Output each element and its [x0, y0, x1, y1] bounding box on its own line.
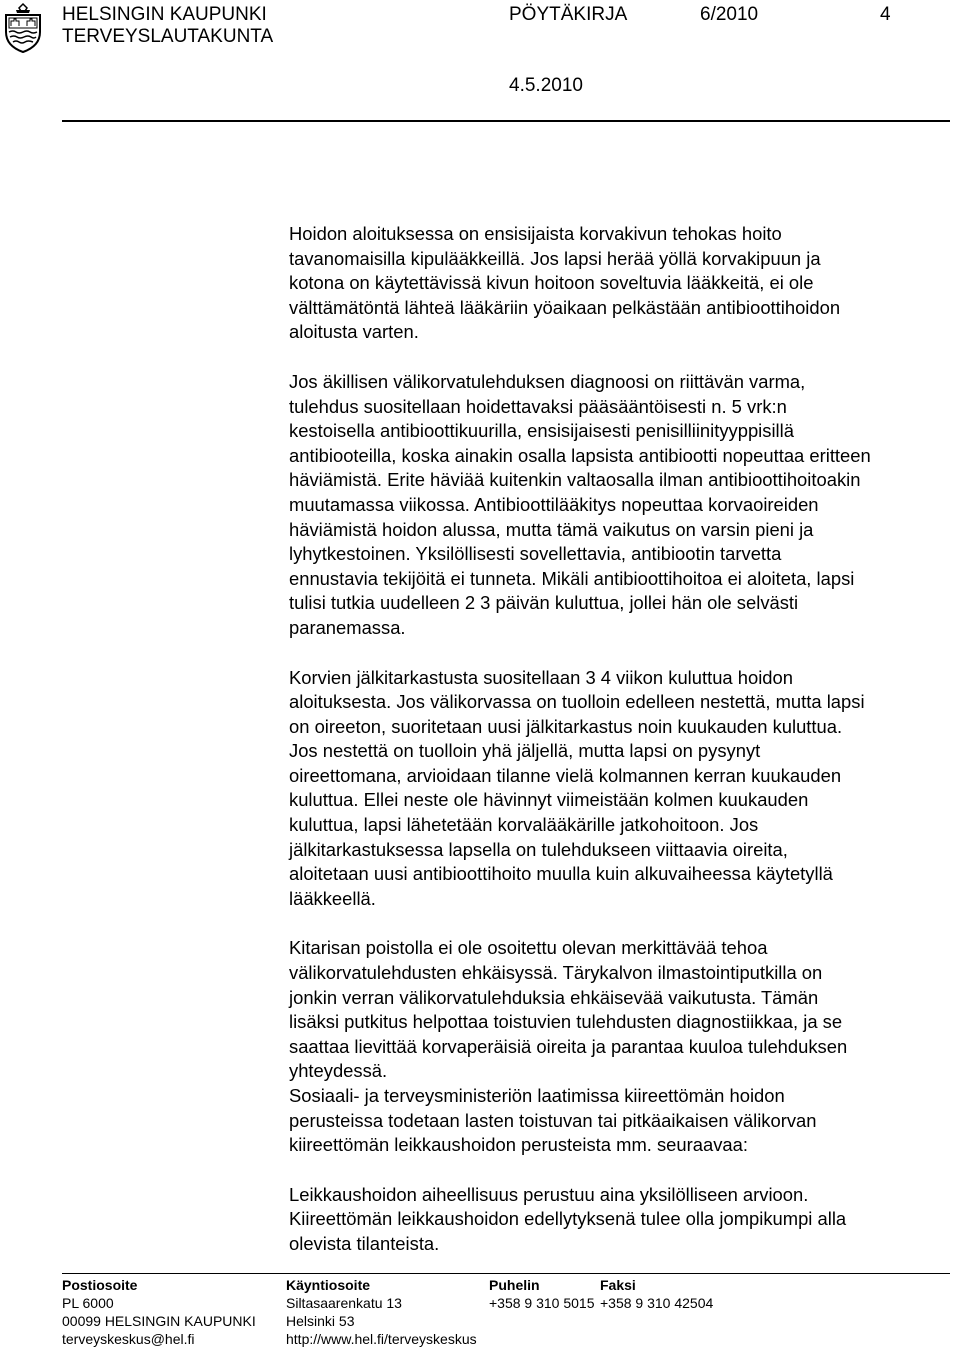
header-org-unit: TERVEYSLAUTAKUNTA [62, 26, 274, 47]
footer-fax-number: +358 9 310 42504 [600, 1295, 714, 1311]
body-line: kestoisella antibioottikuurilla, ensisijaisesti penisilliinityyppisillä [289, 420, 794, 442]
body-line: saattaa lievittää korvaperäisiä oireita ja parantaa kuuloa tulehduksen [289, 1035, 848, 1057]
body-paragraph [289, 1183, 949, 1257]
body-line: jälkitarkastuksessa lapsella on tulehdukseen viittaavia oireita, [289, 838, 788, 860]
header-rule [62, 120, 950, 122]
body-line: kotona on käytettävissä kivun hoitoon soveltuvia lääkkeitä, ei ole [289, 272, 814, 294]
footer-postal-address [62, 1276, 256, 1348]
body-paragraph [289, 936, 949, 1084]
helsinki-coat-of-arms-logo [2, 2, 44, 54]
footer-visiting-address [286, 1276, 477, 1348]
body-line: tulehdus suositellaan hoidettavaksi pääsääntöisesti n. 5 vrk:n [289, 395, 787, 417]
footer-email-link[interactable]: terveyskeskus@hel.fi [62, 1331, 195, 1347]
footer-rule [62, 1273, 950, 1274]
header-doc-type: PÖYTÄKIRJA [509, 4, 628, 25]
body-line: Jos nestettä on tuolloin yhä jäljellä, mutta lapsi on pysynyt [289, 740, 761, 762]
body-line: lyhytkestoinen. Yksilöllisesti sovellettavia, antibiootin tarvetta [289, 543, 782, 565]
body-line: aloitusta varten. [289, 321, 419, 343]
body-line: välikorvatulehdusten ehkäisyssä. Tärykalvon ilmastointiputkilla on [289, 962, 823, 984]
body-line: perusteissa todetaan lasten toistuvan tai pitkäaikaisen välikorvan [289, 1109, 817, 1131]
body-line: Jos äkillisen välikorvatulehduksen diagnoosi on riittävän varma, [289, 370, 806, 392]
footer-postal-line: PL 6000 [62, 1295, 114, 1311]
header-date: 4.5.2010 [509, 75, 583, 96]
footer-visiting-line: Siltasaarenkatu 13 [286, 1295, 402, 1311]
body-line: Leikkaushoidon aiheellisuus perustuu aina yksilölliseen arvioon. [289, 1183, 809, 1205]
document-body [289, 222, 949, 1282]
body-line: muutamassa viikossa. Antibioottilääkitys nopeuttaa korvaoireiden [289, 493, 819, 515]
body-line: olevista tilanteista. [289, 1232, 440, 1254]
body-line: paranemassa. [289, 616, 406, 638]
body-line: kuluttua, lapsi lähetetään korvalääkärille jatkohoitoon. Jos [289, 814, 759, 836]
footer-postal-label: Postiosoite [62, 1277, 138, 1293]
body-line: tavanomaisilla kipulääkkeillä. Jos lapsi herää yöllä korvakipuun ja [289, 247, 821, 269]
body-line: tulisi tutkia uudelleen 2 3 päivän kuluttua, jollei hän ole selvästi [289, 592, 799, 614]
header-org-name: HELSINGIN KAUPUNKI [62, 4, 267, 25]
body-line: jonkin verran välikorvatulehduksia ehkäisevää vaikutusta. Tämän [289, 986, 819, 1008]
footer-visiting-label: Käyntiosoite [286, 1277, 371, 1293]
body-line: ennustavia tekijöitä ei tunneta. Mikäli antibioottihoitoa ei aloiteta, lapsi [289, 567, 855, 589]
body-line: aloituksesta. Jos välikorvassa on tuolloin edelleen nestettä, mutta lapsi [289, 691, 865, 713]
body-paragraph [289, 1084, 949, 1158]
body-line: Kitarisan poistolla ei ole osoitettu olevan merkittävää tehoa [289, 937, 768, 959]
body-line: Kiireettömän leikkaushoidon edellytyksenä tulee olla jompikumpi alla [289, 1208, 847, 1230]
body-line: Korvien jälkitarkastusta suositellaan 3 4 viikon kuluttua hoidon [289, 666, 793, 688]
body-line: Hoidon aloituksessa on ensisijaista korvakivun tehokas hoito [289, 223, 782, 244]
footer-phone-label: Puhelin [489, 1277, 540, 1293]
body-line: kiireettömän leikkaushoidon perusteista mm. seuraavaa: [289, 1134, 748, 1156]
body-line: Sosiaali- ja terveysministeriön laatimissa kiireettömän hoidon [289, 1085, 785, 1106]
body-line: häviämistä hoidon alussa, mutta tämä vaikutus on varsin pieni ja [289, 518, 814, 540]
body-line: lääkkeellä. [289, 887, 376, 909]
footer-visiting-line: Helsinki 53 [286, 1313, 355, 1329]
body-line: kuluttua. Ellei neste ole hävinnyt viimeistään kolmen kuukauden [289, 789, 809, 811]
body-paragraph [289, 666, 949, 912]
footer-phone-number: +358 9 310 5015 [489, 1295, 595, 1311]
body-line: aloitetaan uusi antibioottihoito muulla kuin alkuvaiheessa käytetyllä [289, 863, 833, 885]
footer-fax [600, 1276, 713, 1312]
header-doc-number: 6/2010 [700, 4, 759, 25]
body-line: välttämätöntä lähteä lääkäriin yöaikaan pelkästään antibioottihoidon [289, 296, 841, 318]
body-line: häviämistä. Erite häviää kuitenkin valtaosalla ilman antibioottihoitoakin [289, 469, 861, 491]
body-line: lisäksi putkitus helpottaa toistuvien tulehdusten diagnostiikkaa, ja se [289, 1011, 843, 1033]
body-line: oireettomana, arvioidaan tilanne vielä kolmannen kerran kuukauden [289, 764, 842, 786]
footer-postal-line: 00099 HELSINGIN KAUPUNKI [62, 1313, 256, 1329]
body-paragraph [289, 370, 949, 641]
footer-fax-label: Faksi [600, 1277, 636, 1293]
body-line: on oireeton, suoritetaan uusi jälkitarkastus noin kuukauden kuluttua. [289, 715, 843, 737]
body-paragraph [289, 222, 949, 345]
header-page-number: 4 [880, 4, 891, 25]
footer-website-link[interactable]: http://www.hel.fi/terveyskeskus [286, 1331, 477, 1347]
body-line: yhteydessä. [289, 1060, 388, 1082]
footer-phone [489, 1276, 595, 1312]
body-line: antibiooteilla, koska ainakin osalla lapsista antibiootti nopeuttaa eritteen [289, 444, 871, 466]
